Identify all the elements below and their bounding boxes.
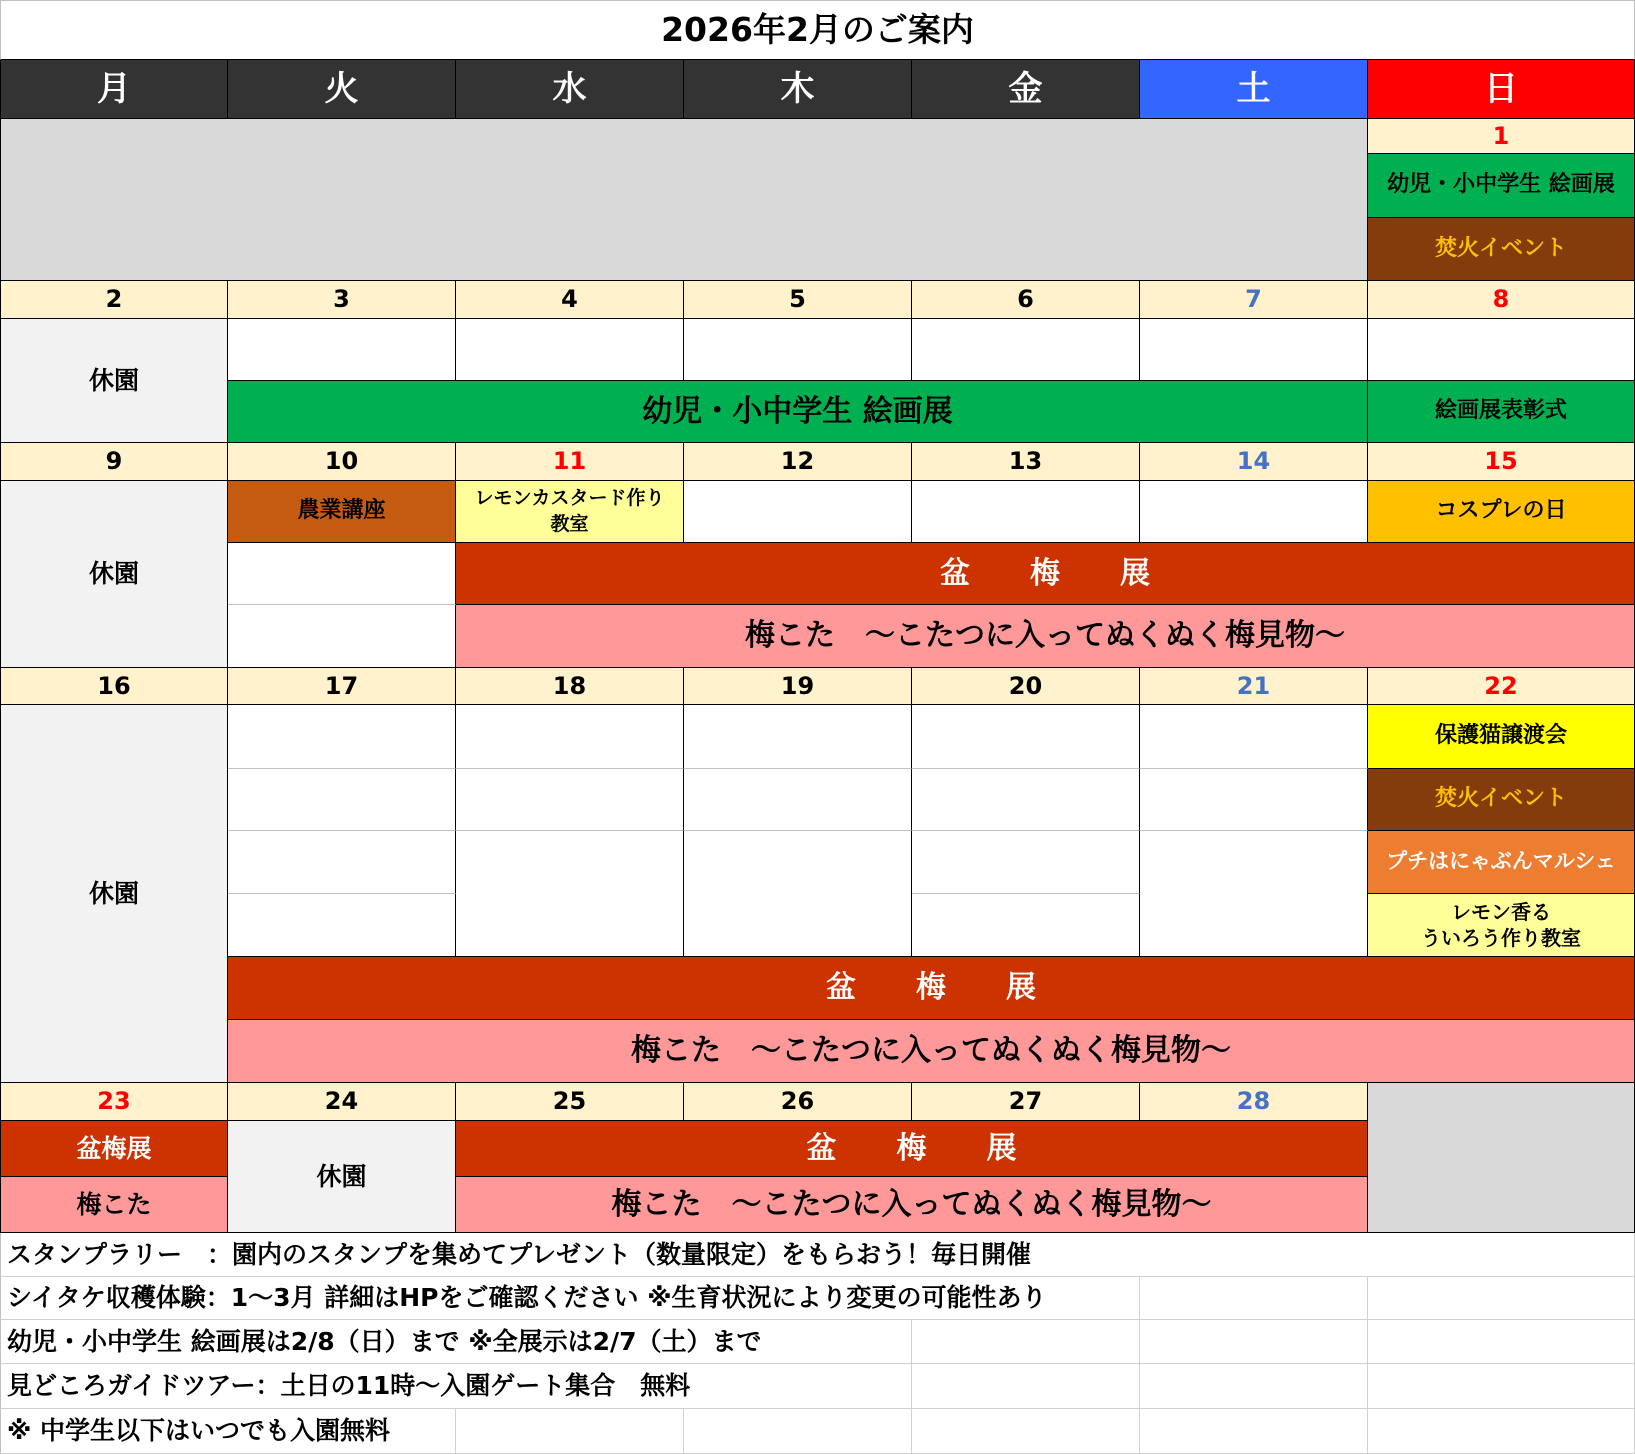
closed-day-label: 休園 (0, 319, 228, 443)
date-cell-thu: 5 (684, 281, 912, 319)
date-cell-tue: 10 (228, 443, 456, 481)
closed-day-label: 休園 (0, 481, 228, 668)
empty-cell (684, 319, 912, 381)
date-cell-fri: 27 (912, 1083, 1140, 1121)
empty-cell (456, 831, 684, 957)
empty-cell (228, 894, 456, 957)
date-cell-wed: 18 (456, 668, 684, 705)
empty-cell (1140, 1320, 1368, 1364)
event-bonfire: 焚火イベント (1368, 218, 1635, 281)
event-bonsai-plum-exhibition: 盆 梅 展 (456, 1121, 1368, 1177)
date-cell-tue: 17 (228, 668, 456, 705)
date-cell-tue: 3 (228, 281, 456, 319)
empty-cell (684, 769, 912, 831)
date-cell-thu: 26 (684, 1083, 912, 1121)
event-bonsai-plum-exhibition: 盆梅展 (0, 1121, 228, 1177)
date-cell-mon: 9 (0, 443, 228, 481)
empty-cell (1368, 1320, 1635, 1364)
empty-cell (1140, 705, 1368, 769)
event-label-line: レモン香る (1451, 900, 1551, 924)
event-painting-exhibition-bar: 幼児・小中学生 絵画展 (228, 381, 1368, 443)
empty-cell (1140, 1409, 1368, 1454)
empty-cell (228, 831, 456, 894)
empty-cell (684, 481, 912, 543)
event-label-line: レモンカスタード作り (474, 486, 665, 509)
note-stamp-rally: スタンプラリー ：園内のスタンプを集めてプレゼント（数量限定）をもらおう！毎日開催 (0, 1233, 1635, 1277)
note-free-admission: ※ 中学生以下はいつでも入園無料 (0, 1409, 456, 1454)
date-cell-sun: 15 (1368, 443, 1635, 481)
event-umekota: 梅こた ～こたつに入ってぬくぬく梅見物～ (456, 605, 1635, 668)
event-lemon-uiro-class (1368, 894, 1635, 957)
weekday-header-thu: 木 (684, 60, 912, 119)
empty-cell (1368, 319, 1635, 381)
note-painting-exhibition: 幼児・小中学生 絵画展は2/8（日）まで ※全展示は2/7（土）まで (0, 1320, 912, 1364)
closed-day-label: 休園 (228, 1121, 456, 1233)
empty-cell (228, 319, 456, 381)
event-agriculture-lecture: 農業講座 (228, 481, 456, 543)
empty-cell (1140, 1364, 1368, 1409)
note-shiitake-harvest: シイタケ収穫体験：1～3月 詳細はHPをご確認ください ※生育状況により変更の可能性あり (0, 1277, 1140, 1320)
empty-cell (228, 769, 456, 831)
date-cell-sun: 8 (1368, 281, 1635, 319)
weekday-header-sun: 日 (1368, 60, 1635, 119)
empty-cell (684, 1409, 912, 1454)
empty-cell (1140, 481, 1368, 543)
empty-cell (912, 1364, 1140, 1409)
event-label-line: 教室 (550, 512, 589, 535)
empty-cell (912, 894, 1140, 957)
date-cell-fri: 20 (912, 668, 1140, 705)
empty-cell (1368, 1409, 1635, 1454)
date-cell-sun: 1 (1368, 119, 1635, 154)
empty-cell (1140, 319, 1368, 381)
empty-cell (228, 705, 456, 769)
event-bonsai-plum-exhibition: 盆 梅 展 (456, 543, 1635, 605)
date-cell-sat: 21 (1140, 668, 1368, 705)
event-cat-adoption: 保護猫譲渡会 (1368, 705, 1635, 769)
event-painting-exhibition: 幼児・小中学生 絵画展 (1368, 154, 1635, 218)
empty-cell (456, 319, 684, 381)
empty-cell (1140, 1277, 1368, 1320)
event-cosplay-day: コスプレの日 (1368, 481, 1635, 543)
empty-cell (684, 705, 912, 769)
empty-cell (684, 831, 912, 957)
weekday-header-fri: 金 (912, 60, 1140, 119)
event-label-line: ういろう作り教室 (1421, 926, 1581, 950)
date-cell-wed: 4 (456, 281, 684, 319)
empty-cell (456, 1409, 684, 1454)
weekday-header-wed: 水 (456, 60, 684, 119)
date-cell-wed: 25 (456, 1083, 684, 1121)
empty-cell (1368, 1277, 1635, 1320)
date-cell-thu: 19 (684, 668, 912, 705)
event-bonfire: 焚火イベント (1368, 769, 1635, 831)
date-cell-sat: 7 (1140, 281, 1368, 319)
inactive-days-block (1368, 1083, 1635, 1233)
empty-cell (1368, 1364, 1635, 1409)
inactive-days-block (0, 119, 1368, 281)
empty-cell (912, 1409, 1140, 1454)
event-painting-award-ceremony: 絵画展表彰式 (1368, 381, 1635, 443)
date-cell-fri: 13 (912, 443, 1140, 481)
event-lemon-custard-class (456, 481, 684, 543)
event-umekota: 梅こた (0, 1177, 228, 1233)
date-cell-sat: 28 (1140, 1083, 1368, 1121)
empty-cell (228, 543, 456, 605)
empty-cell (912, 1320, 1140, 1364)
weekday-header-sat: 土 (1140, 60, 1368, 119)
empty-cell (912, 831, 1140, 894)
weekday-header-mon: 月 (0, 60, 228, 119)
weekday-header-tue: 火 (228, 60, 456, 119)
empty-cell (228, 605, 456, 668)
date-cell-mon: 16 (0, 668, 228, 705)
calendar-title: 2026年2月のご案内 (0, 0, 1635, 60)
empty-cell (912, 705, 1140, 769)
event-umekota: 梅こた ～こたつに入ってぬくぬく梅見物～ (228, 1020, 1635, 1083)
date-cell-sat: 14 (1140, 443, 1368, 481)
event-bonsai-plum-exhibition: 盆 梅 展 (228, 957, 1635, 1020)
date-cell-mon-holiday: 23 (0, 1083, 228, 1121)
date-cell-sun: 22 (1368, 668, 1635, 705)
date-cell-wed-holiday: 11 (456, 443, 684, 481)
note-guide-tour: 見どころガイドツアー：土日の11時～入園ゲート集合 無料 (0, 1364, 912, 1409)
empty-cell (456, 769, 684, 831)
empty-cell (456, 705, 684, 769)
closed-day-label: 休園 (0, 705, 228, 1083)
date-cell-mon: 2 (0, 281, 228, 319)
event-umekota: 梅こた ～こたつに入ってぬくぬく梅見物～ (456, 1177, 1368, 1233)
date-cell-fri: 6 (912, 281, 1140, 319)
empty-cell (1140, 769, 1368, 831)
empty-cell (912, 481, 1140, 543)
event-petit-marche: プチはにゃぶんマルシェ (1368, 831, 1635, 894)
date-cell-thu: 12 (684, 443, 912, 481)
empty-cell (1140, 831, 1368, 957)
empty-cell (912, 319, 1140, 381)
empty-cell (912, 769, 1140, 831)
date-cell-tue: 24 (228, 1083, 456, 1121)
